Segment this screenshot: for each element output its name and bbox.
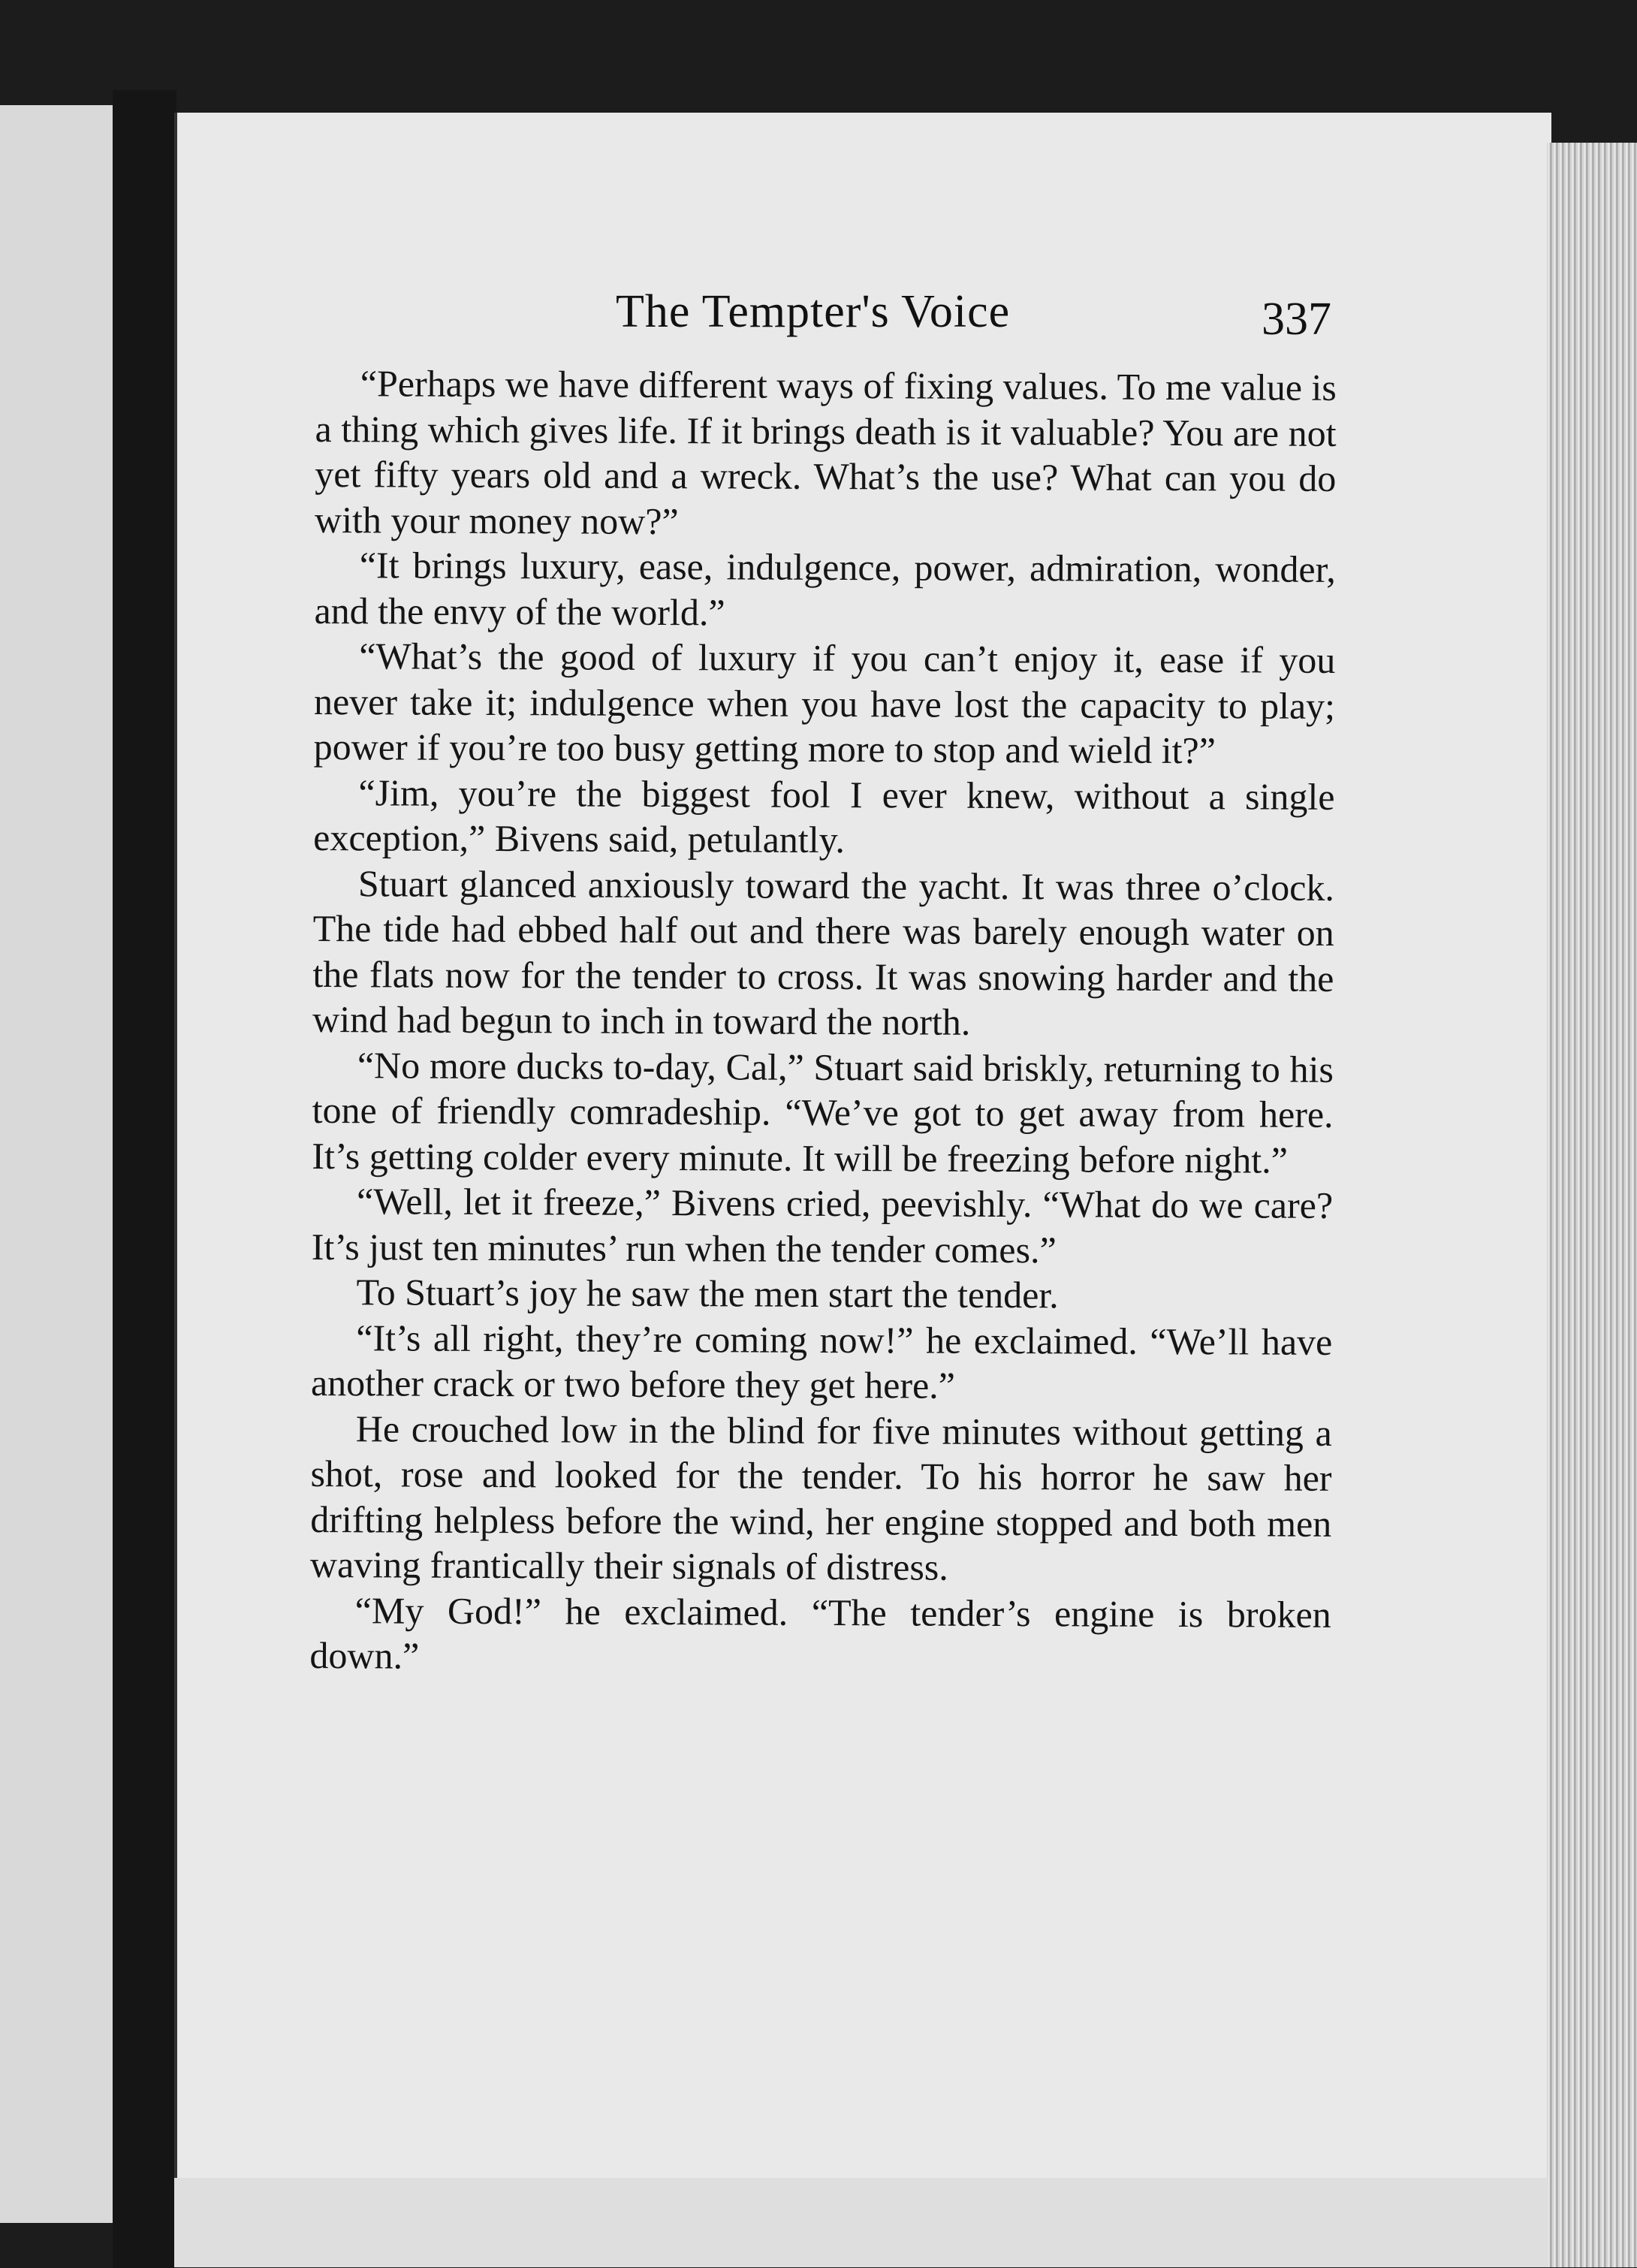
paragraph: “Jim, you’re the biggest fool I ever knew, without a single exception,” Bivens said, petulantly. — [313, 771, 1335, 861]
paragraph: “Well, let it freeze,” Bivens cried, peevishly. “What do we care? It’s just ten minutes’ run when the tender comes.” — [311, 1180, 1334, 1271]
paragraph: He crouched low in the blind for five minutes without getting a shot, rose and looked for the tender. To his horror he saw her drifting helpless before the wind, her engine stopped and both men waving frantically their signals of distress. — [309, 1407, 1332, 1588]
paragraph: To Stuart’s joy he saw the men start the tender. — [356, 1271, 1059, 1316]
page-header — [616, 285, 1337, 345]
paragraph: “What’s the good of luxury if you can’t enjoy it, ease if you never take it; indulgence when you have lost the capacity to play; power if you’re too busy getting more to stop and wield it?” — [313, 635, 1336, 772]
paragraph: Stuart glanced anxiously toward the yacht. It was three o’clock. The tide had ebbed half out and there was barely enough water on the flats now for the tender to cross. It was snowing harder and the wind had begun to inch in toward the north. — [312, 861, 1335, 1043]
paragraph: “Perhaps we have different ways of fixing values. To me value is a thing which gives life. If it brings death is it valuable? You are not yet fifty years old and a wreck. What’s the use? What can you do with your money now?” — [314, 362, 1337, 542]
paragraph: “It’s all right, they’re coming now!” he exclaimed. “We’ll have another crack or two before they get here.” — [310, 1316, 1333, 1407]
book-gutter — [113, 90, 176, 2268]
page-edges — [1547, 143, 1637, 2267]
page-number: 337 — [1262, 294, 1331, 345]
body-text — [309, 360, 1337, 1682]
facing-page-edge — [0, 105, 117, 2223]
paragraph: “No more ducks to-day, Cal,” Stuart said briskly, returning to his tone of friendly comradeship. “We’ve got to get away from here. It’s getting colder every minute. It will be freezing before night.” — [312, 1043, 1334, 1181]
page-bottom — [174, 2178, 1548, 2267]
paragraph: “It brings luxury, ease, indulgence, power, admiration, wonder, and the envy of the world.” — [314, 544, 1336, 633]
paragraph: “My God!” he exclaimed. “The tender’s engine is broken down.” — [309, 1588, 1331, 1677]
running-title: The Tempter's Voice — [616, 286, 1011, 337]
